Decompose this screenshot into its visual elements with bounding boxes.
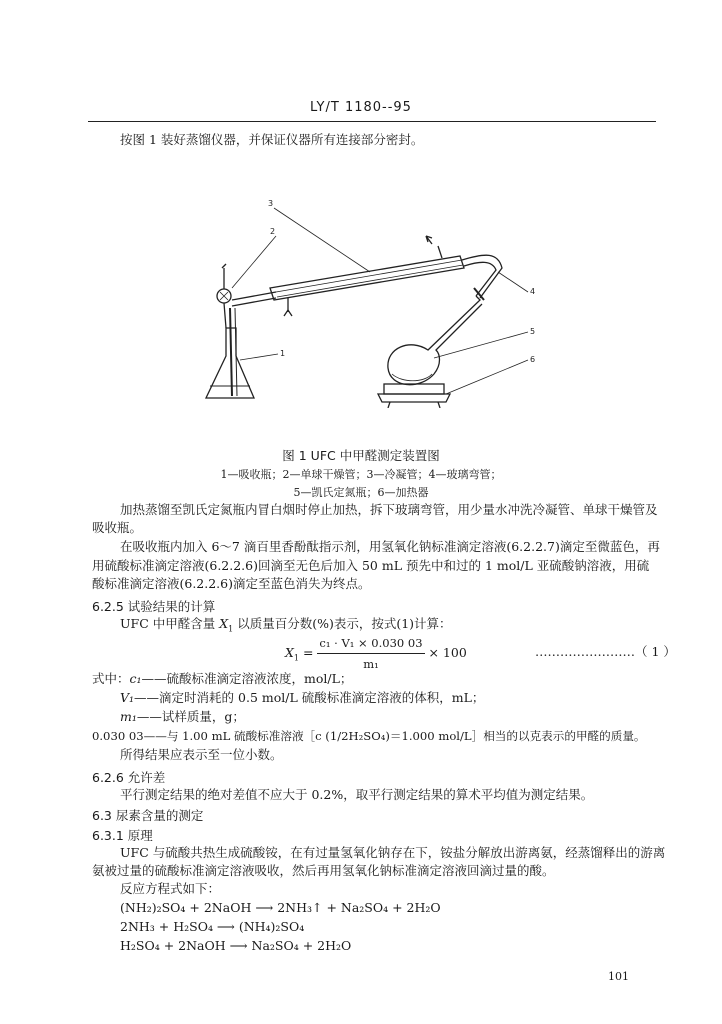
figure-label-3: 3 xyxy=(268,199,274,208)
equation-fraction: $\frac{\text{c₁ · V₁ × 0.030 03}}{\text{m₁}}$ xyxy=(319,636,423,671)
para2-line2: 用硫酸标准滴定溶液(6.2.2.6)回滴至无色后加入 50 mL 预先中和过的 1 mol/L 亚硫酸钠溶液，用硫 xyxy=(92,558,650,573)
section-6-2-6-title: 6.2.6 允许差 xyxy=(92,770,166,785)
reaction-3: H₂SO₄ + 2NaOH ⟶ Na₂SO₄ + 2H₂O xyxy=(120,938,352,953)
apparatus-figure xyxy=(180,188,560,408)
result-precision: 所得结果应表示至一位小数。 xyxy=(120,747,283,762)
s626-text: 平行测定结果的绝对差值不应大于 0.2%，取平行测定结果的算术平均值为测定结果。 xyxy=(120,787,594,802)
where-line-2: V₁——滴定时消耗的 0.5 mol/L 硫酸标准滴定溶液的体积，mL； xyxy=(120,690,485,705)
equation-number: ……………………（ 1 ） xyxy=(535,644,676,659)
figure-label-4: 4 xyxy=(530,287,536,296)
page-header: LY/T 1180--95 xyxy=(310,100,412,115)
where-line-1: 式中：c₁——硫酸标准滴定溶液浓度，mol/L； xyxy=(92,671,353,686)
para2-line3: 酸标准滴定溶液(6.2.2.6)滴定至蓝色消失为终点。 xyxy=(92,576,371,591)
where-line-3: m₁——试样质量，g； xyxy=(120,709,245,724)
reaction-2: 2NH₃ + H₂SO₄ ⟶ (NH₄)₂SO₄ xyxy=(120,919,305,934)
section-6-3-title: 6.3 尿素含量的测定 xyxy=(92,808,204,823)
intro-text: 按图 1 装好蒸馏仪器，并保证仪器所有连接部分密封。 xyxy=(120,132,424,147)
heater-icon xyxy=(384,384,444,394)
kjeldahl-flask-icon xyxy=(388,296,482,385)
header-rule xyxy=(88,121,656,122)
reactions-intro: 反应方程式如下： xyxy=(120,881,221,896)
section-6-2-5-title: 6.2.5 试验结果的计算 xyxy=(92,599,216,614)
s625-intro: UFC 中甲醛含量 $X_1$ 以质量百分数(%)表示，按式(1)计算： xyxy=(120,616,452,634)
para2-line1: 在吸收瓶内加入 6～7 滴百里香酚酞指示剂，用氢氧化钠标准滴定溶液(6.2.2.7)滴定至微蓝色，再 xyxy=(120,539,660,554)
page-number: 101 xyxy=(608,970,629,983)
figure-caption: 图 1 UFC 中甲醛测定装置图 xyxy=(282,448,440,463)
figure-legend-1: 1—吸收瓶；2—单球干燥管；3—冷凝管；4—玻璃弯管； xyxy=(220,468,502,481)
s631-line2: 氨被过量的硫酸标准滴定溶液吸收，然后再用氢氧化钠标准滴定溶液回滴过量的酸。 xyxy=(92,863,555,878)
figure-legend-2: 5—凯氏定氮瓶；6—加热器 xyxy=(293,486,429,499)
reaction-1: (NH₂)₂SO₄ + 2NaOH ⟶ 2NH₃↑ + Na₂SO₄ + 2H₂O xyxy=(120,900,441,915)
para1-line1: 加热蒸馏至凯氏定氮瓶内冒白烟时停止加热，拆下玻璃弯管，用少量水冲洗冷凝管、单球干燥管及 xyxy=(120,502,658,517)
figure-label-6: 6 xyxy=(530,355,536,364)
para1-line2: 吸收瓶。 xyxy=(92,520,143,535)
where-line-4: 0.030 03——与 1.00 mL 硫酸标准溶液［c (1/2H₂SO₄)＝1.000 mol/L］相当的以克表示的甲醛的质量。 xyxy=(92,729,646,743)
glass-bend-tube-icon xyxy=(462,255,502,298)
figure-label-5: 5 xyxy=(530,327,536,336)
section-6-3-1-title: 6.3.1 原理 xyxy=(92,828,153,843)
equation-1: $X_1$ = $\frac{\text{c₁ · V₁ × 0.030 03}}{\text{m₁}}$ × 100 xyxy=(285,636,467,671)
figure-label-1: 1 xyxy=(280,349,286,358)
figure-label-2: 2 xyxy=(270,227,276,236)
s631-line1: UFC 与硫酸共热生成硫酸铵，在有过量氢氧化钠存在下，铵盐分解放出游离氨，经蒸馏释出的游离 xyxy=(120,845,666,860)
